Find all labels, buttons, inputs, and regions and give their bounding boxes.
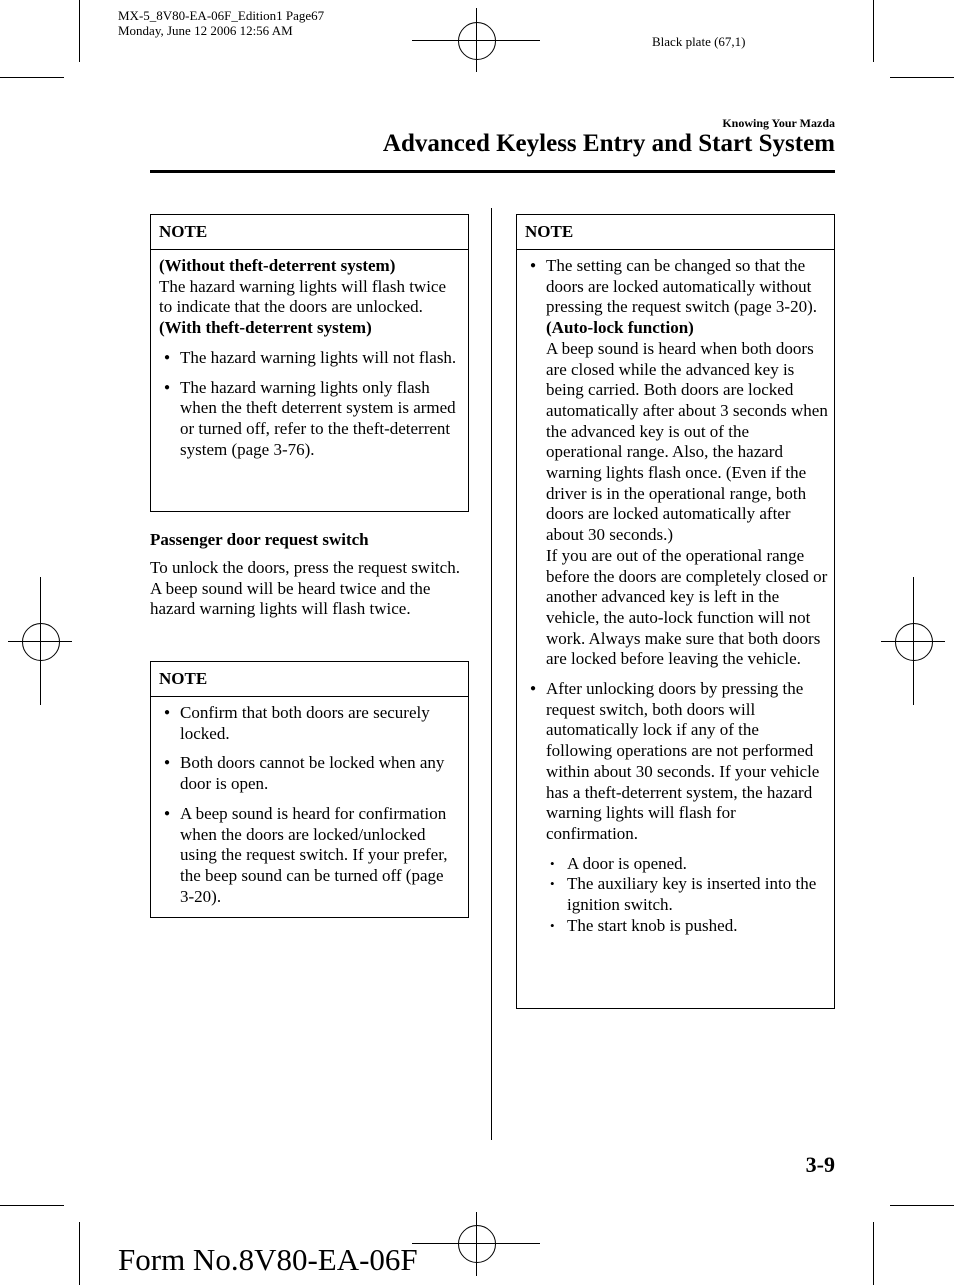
note-body xyxy=(151,697,468,915)
setting-change-text: ● The setting can be changed so that the doors are locked automatically without pressing the request switch (page 3-20). xyxy=(546,256,817,317)
auto-lock-bullets xyxy=(525,256,828,937)
crop-mark-bl-v xyxy=(79,1222,80,1285)
auto-lock-text-2: If you are out of the operational range before the doors are completely closed or another advanced key is left in the vehicle, the auto-lock function will not work. Always make sure that both doors are locked before leaving the vehicle. xyxy=(546,545,828,669)
print-slug-line2: Monday, June 12 2006 12:56 AM xyxy=(118,23,293,38)
list-item xyxy=(525,256,828,670)
chapter-title: Advanced Keyless Entry and Start System xyxy=(382,130,835,157)
note-box-hazard-lights xyxy=(150,214,469,512)
passenger-door-text: To unlock the doors, press the request switch. A beep sound will be heard twice and the hazard warning lights will flash twice. xyxy=(150,558,460,619)
without-theft-text: The hazard warning lights will flash twice to indicate that the doors are unlocked. xyxy=(159,276,447,317)
note-body xyxy=(517,250,834,945)
operations-list xyxy=(546,854,828,937)
list-item: ● The hazard warning lights only flash when the theft deterrent system is armed or turned off, refer to the theft-deterrent system (page 3-76). xyxy=(159,378,460,461)
list-item: ● Both doors cannot be locked when any door is open. xyxy=(159,753,460,794)
list-item xyxy=(525,679,828,936)
with-theft-heading: (With theft-deterrent system) xyxy=(159,318,372,338)
crop-mark-bl-h xyxy=(0,1205,64,1206)
header-rule xyxy=(150,170,835,173)
crop-mark-tr-v xyxy=(873,0,874,62)
request-switch-relock-text: ● After unlocking doors by pressing the request switch, both doors will automatically lock if any of the following operations are not performed within about 30 seconds. If your vehicle has a theft-deterrent system, the hazard warning lights will flash for confirmation. xyxy=(546,679,820,843)
without-theft-heading: (Without theft-deterrent system) xyxy=(159,256,396,275)
locking-bullets xyxy=(159,703,460,907)
auto-lock-heading: (Auto-lock function) xyxy=(546,318,694,338)
section-title: Knowing Your Mazda xyxy=(722,116,835,130)
form-number: Form No.8V80-EA-06F xyxy=(118,1242,418,1277)
register-mark-top-circle xyxy=(458,22,496,60)
list-item: ● The hazard warning lights will not flash. xyxy=(159,348,460,369)
list-item: • A door is opened. xyxy=(546,854,828,875)
list-item: ● A beep sound is heard for confirmation when the doors are locked/unlocked using the request switch. If your prefer, the beep sound can be turned off (page 3-20). xyxy=(159,804,460,908)
crop-mark-br-h xyxy=(890,1205,954,1206)
auto-lock-text-1: A beep sound is heard when both doors are closed while the advanced key is being carried. Both doors are locked automatically after about 3 seconds when the advanced key is out of the operational range. Also, the hazard warning lights flash once. (Even if the driver is in the operational range, both doors are locked automatically after about 30 seconds.) xyxy=(546,338,828,545)
note-label: NOTE xyxy=(151,215,468,250)
crop-mark-tl-v xyxy=(79,0,80,62)
list-item: • The start knob is pushed. xyxy=(546,916,828,937)
print-slug-line1: MX-5_8V80-EA-06F_Edition1 Page67 xyxy=(118,8,325,23)
column-divider xyxy=(491,208,492,1140)
note-label: NOTE xyxy=(517,215,834,250)
note-box-auto-lock xyxy=(516,214,835,1009)
page-number: 3-9 xyxy=(805,1152,835,1177)
print-slug xyxy=(118,8,324,38)
crop-mark-tl-h xyxy=(0,77,64,78)
crop-mark-tr-h xyxy=(890,77,954,78)
note-label: NOTE xyxy=(151,662,468,697)
register-mark-left-circle xyxy=(22,623,60,661)
note-box-locking xyxy=(150,661,469,918)
note-body xyxy=(151,250,468,468)
list-item: • The auxiliary key is inserted into the ignition switch. xyxy=(546,874,828,915)
passenger-door-heading: Passenger door request switch xyxy=(150,530,369,549)
register-mark-bottom-circle xyxy=(458,1225,496,1263)
list-item: ● Confirm that both doors are securely locked. xyxy=(159,703,460,744)
plate-label: Black plate (67,1) xyxy=(652,34,746,49)
with-theft-bullets xyxy=(159,348,460,461)
crop-mark-br-v xyxy=(873,1222,874,1285)
register-mark-right-circle xyxy=(895,623,933,661)
